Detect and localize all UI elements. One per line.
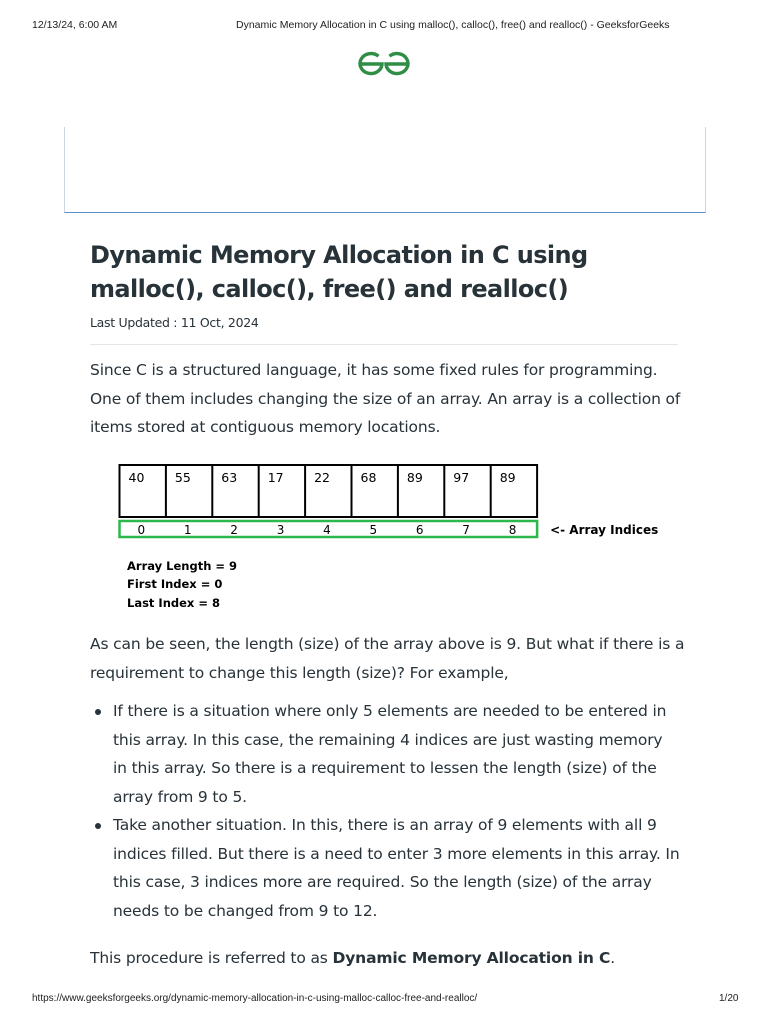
array-index: 5 bbox=[369, 523, 378, 537]
article-header bbox=[90, 238, 680, 345]
print-url: https://www.geeksforgeeks.org/dynamic-memory-allocation-in-c-using-malloc-calloc-free-and-realloc/ bbox=[32, 993, 478, 1004]
array-value: 97 bbox=[453, 470, 470, 485]
print-datetime: 12/13/24, 6:00 AM bbox=[32, 19, 118, 31]
array-diagram bbox=[118, 462, 678, 622]
list-item-text: Take another situation. In this, there is an array of 9 elements with all 9 indices filled. But there is a need to enter 3 more elements in this array. In this case, 3 indices more are required. So the length (size) of the array needs to be changed from 9 to 12. bbox=[113, 816, 680, 920]
print-footer bbox=[0, 993, 768, 1007]
print-page-title: Dynamic Memory Allocation in C using malloc(), calloc(), free() and realloc() - GeeksforGeeks bbox=[236, 19, 670, 31]
bullet-icon bbox=[95, 709, 101, 715]
example-list bbox=[90, 697, 680, 925]
page-title: Dynamic Memory Allocation in C using malloc(), calloc(), free() and realloc() bbox=[90, 241, 588, 303]
list-item bbox=[90, 811, 680, 925]
list-item-text: If there is a situation where only 5 elements are needed to be entered in this array. In this case, the remaining 4 indices are just wasting memory in this array. So there is a requirement to lessen the length (size) of the array from 9 to 5. bbox=[113, 702, 667, 806]
geeksforgeeks-logo-icon[interactable] bbox=[356, 50, 412, 76]
array-index: 1 bbox=[183, 523, 192, 537]
array-value: 17 bbox=[267, 470, 284, 485]
array-value: 89 bbox=[406, 470, 423, 485]
array-index: 0 bbox=[137, 523, 146, 537]
last-index-label: Last Index = 8 bbox=[127, 596, 220, 610]
array-value: 89 bbox=[499, 470, 516, 485]
array-index: 7 bbox=[462, 523, 470, 537]
first-index-label: First Index = 0 bbox=[127, 577, 223, 591]
page-number: 1/20 bbox=[719, 993, 739, 1004]
closing-bold-term: Dynamic Memory Allocation in C bbox=[332, 949, 611, 967]
bullet-icon bbox=[95, 823, 101, 829]
closing-suffix: . bbox=[610, 949, 616, 967]
closing-text: This procedure is referred to as bbox=[90, 949, 333, 967]
array-value: 63 bbox=[221, 470, 238, 485]
array-length-label: Array Length = 9 bbox=[127, 559, 238, 573]
array-value: 22 bbox=[314, 470, 331, 485]
intro-paragraph: Since C is a structured language, it has some fixed rules for programming. One of them includes changing the size of an array. An array is a collection of items stored at contiguous memory locations. bbox=[90, 361, 681, 436]
array-index: 6 bbox=[415, 523, 424, 537]
list-item bbox=[90, 697, 680, 811]
indices-label: <- Array Indices bbox=[550, 523, 659, 537]
array-value: 55 bbox=[174, 470, 191, 485]
closing-paragraph bbox=[90, 944, 690, 973]
array-value: 68 bbox=[360, 470, 377, 485]
array-index: 3 bbox=[276, 523, 285, 537]
array-index: 8 bbox=[508, 523, 517, 537]
paragraph-length-question: As can be seen, the length (size) of the array above is 9. But what if there is a requirement to change this length (size)? For example, bbox=[90, 635, 685, 682]
print-header bbox=[0, 19, 768, 33]
array-diagram-svg bbox=[118, 462, 678, 622]
ad-placeholder bbox=[64, 127, 706, 213]
array-index: 4 bbox=[323, 523, 331, 537]
last-updated: Last Updated : 11 Oct, 2024 bbox=[90, 315, 678, 345]
array-index: 2 bbox=[230, 523, 238, 537]
array-value: 40 bbox=[128, 470, 145, 485]
